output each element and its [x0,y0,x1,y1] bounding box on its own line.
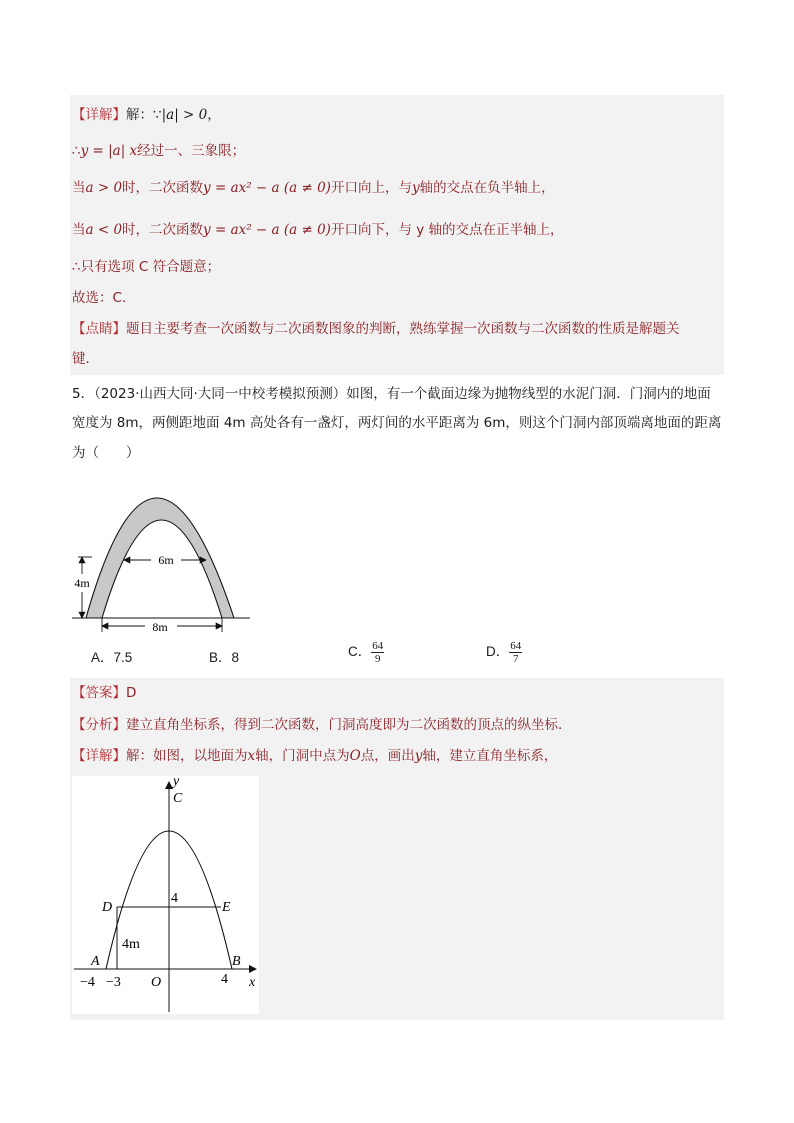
detail-line-6: 故选：C． [72,290,136,306]
figure-label-pos4: 4 [221,972,228,987]
detail-line-3: 当a > 0时，二次函数y = ax² − a (a ≠ 0)开口向上，与y轴的交点在负半轴上， [72,180,555,196]
figure-label-E: E [222,900,231,915]
figure-label-D: D [102,900,113,915]
figure-label-neg3: −3 [106,975,121,990]
detail2-line: 【详解】解：如图，以地面为x轴，门洞中点为O点，画出y轴，建立直角坐标系， [72,748,558,764]
figure-label-four_m: 4m [122,937,140,952]
analysis-line: 【分析】建立直角坐标系，得到二次函数，门洞高度即为二次函数的顶点的纵坐标. [72,717,563,733]
figure-label-A: A [91,954,100,969]
arch-figure [66,462,256,637]
answer-line: 【答案】D [72,685,137,701]
option-d-fraction: $\frac{64}{7}$ [510,640,522,665]
detail-line-1: 【详解】解：∵|a| > 0， [72,107,221,123]
figure-label-O: O [151,975,162,990]
detail-line-5: ∴只有选项 C 符合题意； [72,259,221,275]
label-6m: 6m [158,553,174,567]
tip-line-1: 【点睛】题目主要考查一次函数与二次函数图象的判断，熟练掌握一次函数与二次函数的性质是解题关 [72,321,680,337]
option-d[interactable]: D． $\frac{64}{7}$ [486,640,522,665]
option-c[interactable]: C． $\frac{64}{9}$ [348,640,384,665]
figure-label-y: y [173,776,180,789]
label-8m: 8m [152,620,168,634]
question-line-1: 5．（2023·山西大同·大同一中校考模拟预测）如图，有一个截面边缘为抛物线型的水泥门洞．门洞内的地面 [72,386,711,402]
figure-label-B: B [232,954,241,969]
figure-label-neg4: −4 [80,975,95,990]
figure-label-x: x [249,975,256,990]
question-line-3: 为（ ） [72,445,140,461]
figure-label-C: C [173,791,183,806]
option-c-fraction: $\frac{64}{9}$ [372,640,384,665]
coordinate-figure [72,776,259,1014]
question-line-2: 宽度为 8m，两侧距地面 4m 高处各有一盏灯，两灯间的水平距离为 6m，则这个门洞内部顶端离地面的距离 [72,415,722,431]
detail-line-4: 当a < 0时，二次函数y = ax² − a (a ≠ 0)开口向下，与 y 轴的交点在正半轴上， [72,222,564,238]
option-b[interactable]: B．8 [209,650,240,665]
option-a[interactable]: A．7.5 [91,650,133,665]
detail-line-2: ∴y = |a| x经过一、三象限； [72,143,246,159]
tip-line-2: 键． [72,351,99,367]
label-4m: 4m [74,576,90,590]
figure-label-four_top: 4 [171,891,178,906]
